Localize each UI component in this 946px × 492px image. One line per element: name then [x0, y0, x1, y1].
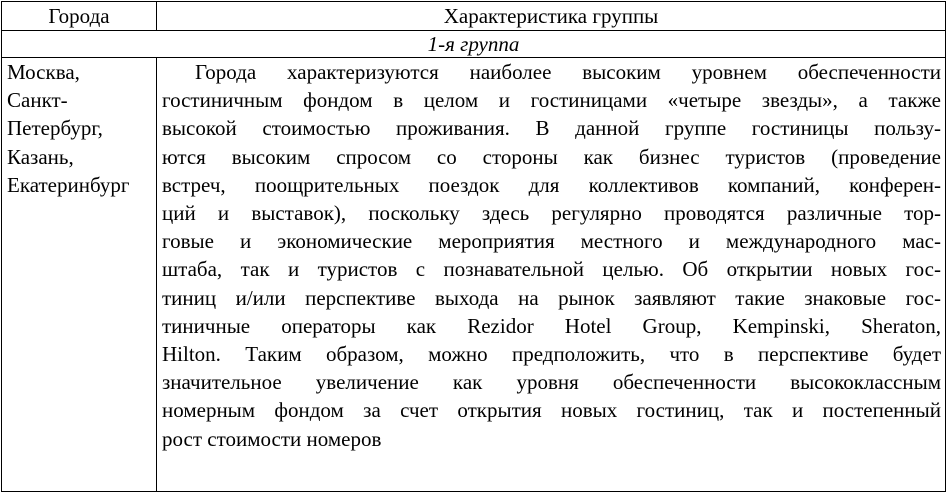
description-line: штаба, так и туристов с познавательной целью. Об открытии новых гос- [162, 257, 941, 282]
description-line: ются высоким спросом со стороны как бизнес туристов (проведение [162, 144, 941, 169]
description-line: встреч, поощрительных поездок для коллективов компаний, конферен- [162, 172, 941, 197]
description-line: ций и выставок), поскольку здесь регулярно проводятся различные тор- [162, 201, 941, 226]
cities-cell [2, 58, 157, 492]
description-line: тиничные операторы как Rezidor Hotel Group, Kempinski, Sheraton, [162, 313, 941, 338]
description-line: значительное увеличение как уровня обеспеченности высококлассным [162, 370, 941, 395]
city-line: Казань, [7, 144, 74, 169]
city-groups-table [1, 1, 946, 492]
description-line: Города характеризуются наиболее высоким уровнем обеспеченности [195, 60, 941, 84]
description-line: Hilton. Таким образом, можно предположить, что в перспективе будет [162, 342, 941, 367]
description-line: гостиничным фондом в целом и гостиницами «четыре звезды», а также [162, 88, 941, 113]
description-line: рост стоимости номеров [162, 426, 382, 451]
description-line: номерным фондом за счет открытия новых гостиниц, так и постепенный [162, 398, 941, 423]
description-line: говые и экономические мероприятия местного и международного мас- [162, 229, 941, 254]
description-cell [157, 58, 946, 492]
city-line: Екатеринбург [7, 172, 130, 197]
group-title: 1-я группа [2, 31, 946, 58]
header-characteristic: Характеристика группы [157, 2, 946, 31]
header-cities: Города [2, 2, 157, 31]
city-line: Санкт- [7, 88, 68, 113]
city-line: Москва, [7, 60, 80, 84]
description-line: тиниц и/или перспективе выхода на рынок заявляют такие знаковые гос- [162, 285, 941, 310]
description-line: высокой стоимостью проживания. В данной группе гостиницы пользу- [162, 116, 941, 141]
city-line: Петербург, [7, 116, 103, 141]
